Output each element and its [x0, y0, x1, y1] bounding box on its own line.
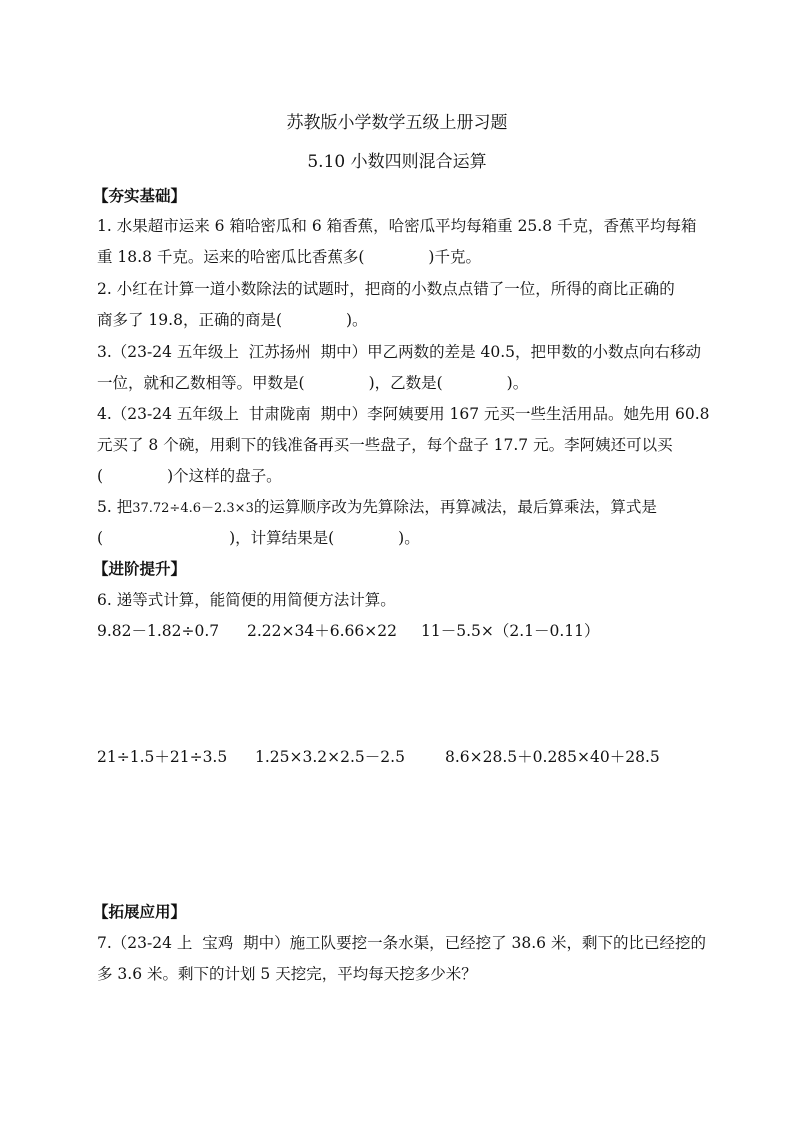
q1-line2: 重 18.8 千克。运来的哈密瓜比香蕉多( )千克。 [97, 248, 481, 266]
section-basic: 【夯实基础】 [93, 186, 187, 205]
q6-intro: 6. 递等式计算，能简便的用简便方法计算。 [97, 591, 396, 609]
q6-expr-3: 11－5.5×（2.1－0.11） [421, 622, 600, 640]
section-advanced: 【进阶提升】 [93, 559, 187, 578]
q5-expression: 37.72÷4.6－2.3×3 [132, 501, 254, 516]
q6-expr-4: 21÷1.5＋21÷3.5 [97, 748, 228, 766]
q2-line2: 商多了 19.8，正确的商是( )。 [97, 311, 368, 329]
q6-expr-1: 9.82－1.82÷0.7 [97, 622, 220, 640]
q5-line2: ( )，计算结果是( )。 [97, 529, 420, 547]
section-extend: 【拓展应用】 [93, 902, 187, 921]
q3-line2: 一位，就和乙数相等。甲数是( )，乙数是( )。 [97, 374, 529, 392]
q1-line1: 1. 水果超市运来 6 箱哈密瓜和 6 箱香蕉，哈密瓜平均每箱重 25.8 千克，香蕉平均每箱 [97, 217, 697, 235]
q6-expr-2: 2.22×34＋6.66×22 [247, 622, 397, 640]
q4-line3: ( )个这样的盘子。 [97, 467, 282, 485]
q7-line1: 7.（23-24 上 宝鸡 期中）施工队要挖一条水渠，已经挖了 38.6 米，剩下的比已经挖的 [97, 934, 706, 952]
q2-line1: 2. 小红在计算一道小数除法的试题时，把商的小数点点错了一位，所得的商比正确的 [97, 280, 675, 298]
q5-line1: 5. 把37.72÷4.6－2.3×3的运算顺序改为先算除法，再算减法，最后算乘法，算式是 [97, 498, 657, 516]
page-title: 苏教版小学数学五级上册习题 [286, 113, 508, 133]
q4-line2: 元买了 8 个碗，用剩下的钱准备再买一些盘子，每个盘子 17.7 元。李阿姨还可以买 [97, 436, 673, 454]
q4-line1: 4.（23-24 五年级上 甘肃陇南 期中）李阿姨要用 167 元买一些生活用品。她先用 60.8 [97, 405, 710, 423]
q6-expr-5: 1.25×3.2×2.5－2.5 [255, 748, 405, 766]
page-subtitle: 5.10 小数四则混合运算 [307, 152, 487, 172]
q7-line2: 多 3.6 米。剩下的计划 5 天挖完，平均每天挖多少米？ [97, 965, 477, 983]
q3-line1: 3.（23-24 五年级上 江苏扬州 期中）甲乙两数的差是 40.5，把甲数的小数点向右移动 [97, 343, 702, 361]
q6-expr-6: 8.6×28.5＋0.285×40＋28.5 [445, 748, 660, 766]
